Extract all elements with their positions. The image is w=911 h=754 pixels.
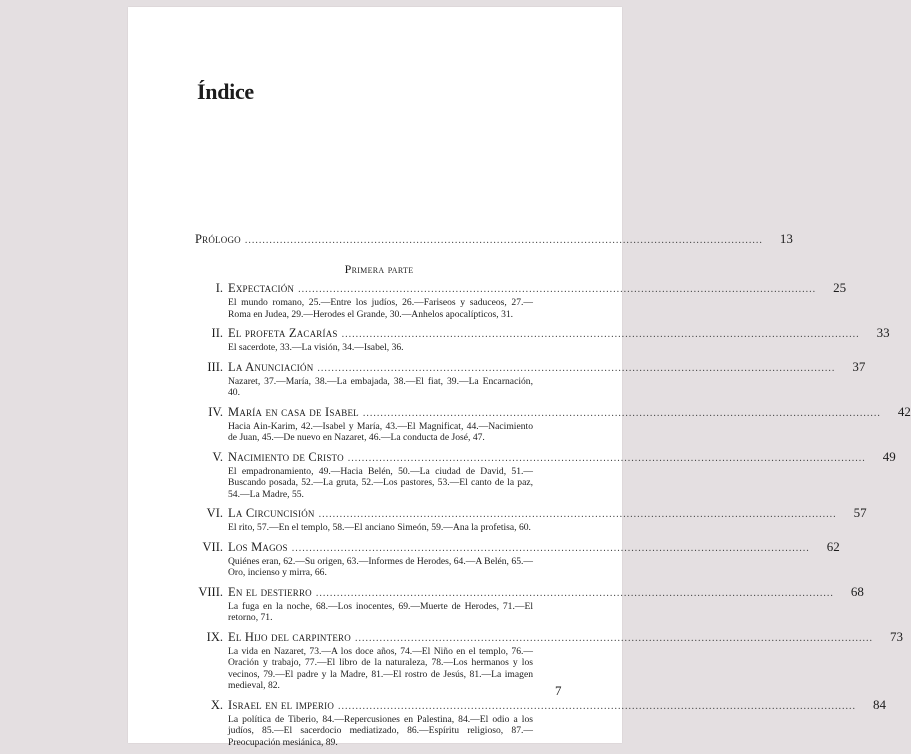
toc-entry — [195, 583, 864, 624]
chapter-summary: Quiénes eran, 62.—Su origen, 63.—Informes de Herodes, 64.—A Belén, 65.—Oro, incienso y mirra, 66. — [228, 555, 533, 578]
chapter-number: I. — [215, 281, 223, 295]
chapter-page: 62 — [826, 538, 840, 554]
chapter-summary: Nazaret, 37.—María, 38.—La embajada, 38.—El fiat, 39.—La Encarnación, 40. — [228, 375, 533, 398]
table-of-contents — [195, 231, 911, 754]
chapter-title: Nacimiento de Cristo — [228, 449, 344, 464]
chapter-summary: La fuga en la noche, 68.—Los inocentes, 69.—Muerte de Herodes, 71.—El retorno, 71. — [228, 600, 533, 623]
toc-entry-prologue — [195, 231, 793, 248]
toc-entry-heading — [195, 628, 903, 646]
toc-entry-heading — [195, 448, 896, 466]
chapter-title: María en casa de Isabel — [228, 404, 359, 419]
toc-entry-heading — [195, 403, 911, 421]
chapter-number: VIII. — [198, 584, 223, 599]
chapter-page: 37 — [852, 358, 866, 374]
chapter-summary: La política de Tiberio, 84.—Repercusiones en Palestina, 84.—El odio a los judíos, 85.—El sacerdocio mediatizado, 86.—Espíritu religioso, 87.—Preocupación mesiánica, 89. — [228, 713, 533, 748]
chapter-number: IX. — [206, 629, 223, 644]
leader-dots: .................................................................................................................................................... — [318, 509, 837, 520]
chapter-summary: La vida en Nazaret, 73.—A los doce años, 74.—El Niño en el templo, 76.—Oración y trabajo, 77.—El libro de la naturaleza, 78.—Los hermanos y los vecinos, 79.—El padre y la Madre, 81.—El rostro de Jesús, 81.—La imagen medieval, 82. — [228, 645, 533, 691]
chapter-title: El profeta Zacarías — [228, 326, 338, 340]
leader-dots: .................................................................................................................................................... — [315, 587, 834, 599]
chapter-title: La Circuncisión — [228, 506, 315, 520]
toc-entry — [195, 538, 840, 579]
chapter-list — [195, 280, 911, 748]
page-title: Índice — [197, 79, 254, 104]
chapter-title: Expectación — [228, 281, 295, 295]
leader-dots: .................................................................................................................................................... — [362, 407, 881, 419]
chapter-number: X. — [210, 697, 223, 712]
toc-entry — [195, 325, 890, 354]
leader-dots: .................................................................................................................................................... — [347, 452, 866, 464]
toc-entry-heading — [195, 358, 866, 376]
toc-entry — [195, 628, 903, 692]
chapter-summary: El rito, 57.—En el templo, 58.—El anciano Simeón, 59.—Ana la profetisa, 60. — [228, 522, 531, 533]
toc-entry-page: 13 — [779, 231, 793, 246]
chapter-title: En el destierro — [228, 584, 312, 599]
toc-entry-title: Prólogo — [195, 232, 241, 246]
toc-entry — [195, 358, 866, 399]
toc-entry-heading — [195, 325, 890, 342]
chapter-summary: El mundo romano, 25.—Entre los judíos, 26.—Fariseos y saduceos, 27.—Roma en Judea, 29.—Herodes el Grande, 30.—Anhelos apocalípticos, 31. — [228, 297, 533, 320]
chapter-number: II. — [211, 326, 223, 340]
chapter-title: La Anunciación — [228, 359, 314, 374]
chapter-number: III. — [207, 359, 223, 374]
toc-entry — [195, 448, 896, 501]
leader-dots: .................................................................................................................................................... — [341, 329, 860, 340]
toc-entry-heading — [195, 505, 867, 522]
toc-entry-heading — [195, 696, 887, 714]
toc-entry-heading — [195, 538, 840, 556]
part-heading: Primera parte — [344, 262, 414, 276]
leader-dots: .................................................................................................................................................... — [298, 284, 817, 295]
page-number: 7 — [555, 683, 562, 698]
chapter-page: 49 — [882, 448, 896, 464]
toc-entry — [195, 505, 867, 534]
chapter-number: VI. — [206, 506, 223, 520]
chapter-number: VII. — [202, 539, 223, 554]
leader-dots: .................................................................................................................................................... — [338, 700, 857, 712]
toc-entry — [195, 696, 887, 749]
leader-dots: .................................................................................................................................................... — [317, 362, 836, 374]
toc-entry-heading — [195, 583, 864, 601]
chapter-page: 84 — [873, 696, 887, 712]
chapter-title: El Hijo del carpintero — [228, 629, 351, 644]
leader-dots: .................................................................................................................................................... — [354, 632, 873, 644]
chapter-title: Israel en el imperio — [228, 697, 335, 712]
chapter-summary: Hacia Ain-Karim, 42.—Isabel y María, 43.—El Magnificat, 44.—Nacimiento de Juan, 45.—De nuevo en Nazaret, 46.—La conducta de José, 47. — [228, 420, 533, 443]
chapter-page: 57 — [853, 505, 867, 520]
chapter-page: 42 — [897, 403, 911, 419]
chapter-page: 25 — [833, 280, 847, 295]
chapter-number: V. — [212, 449, 223, 464]
toc-entry-heading — [195, 280, 847, 297]
toc-entry — [195, 403, 911, 444]
chapter-page: 33 — [876, 325, 890, 340]
chapter-number: IV. — [208, 404, 223, 419]
chapter-page: 68 — [850, 583, 864, 599]
chapter-page: 73 — [889, 628, 903, 644]
chapter-summary: El empadronamiento, 49.—Hacia Belén, 50.—La ciudad de David, 51.—Buscando posada, 52.—La gruta, 52.—Los pastores, 53.—El canto de la paz, 54.—La Madre, 55. — [228, 465, 533, 500]
chapter-summary: El sacerdote, 33.—La visión, 34.—Isabel, 36. — [228, 342, 404, 353]
leader-dots: .................................................................................................................................................... — [244, 235, 763, 246]
toc-entry — [195, 280, 847, 320]
leader-dots: .................................................................................................................................................... — [291, 542, 810, 554]
chapter-title: Los Magos — [228, 539, 288, 554]
book-page — [128, 7, 911, 748]
